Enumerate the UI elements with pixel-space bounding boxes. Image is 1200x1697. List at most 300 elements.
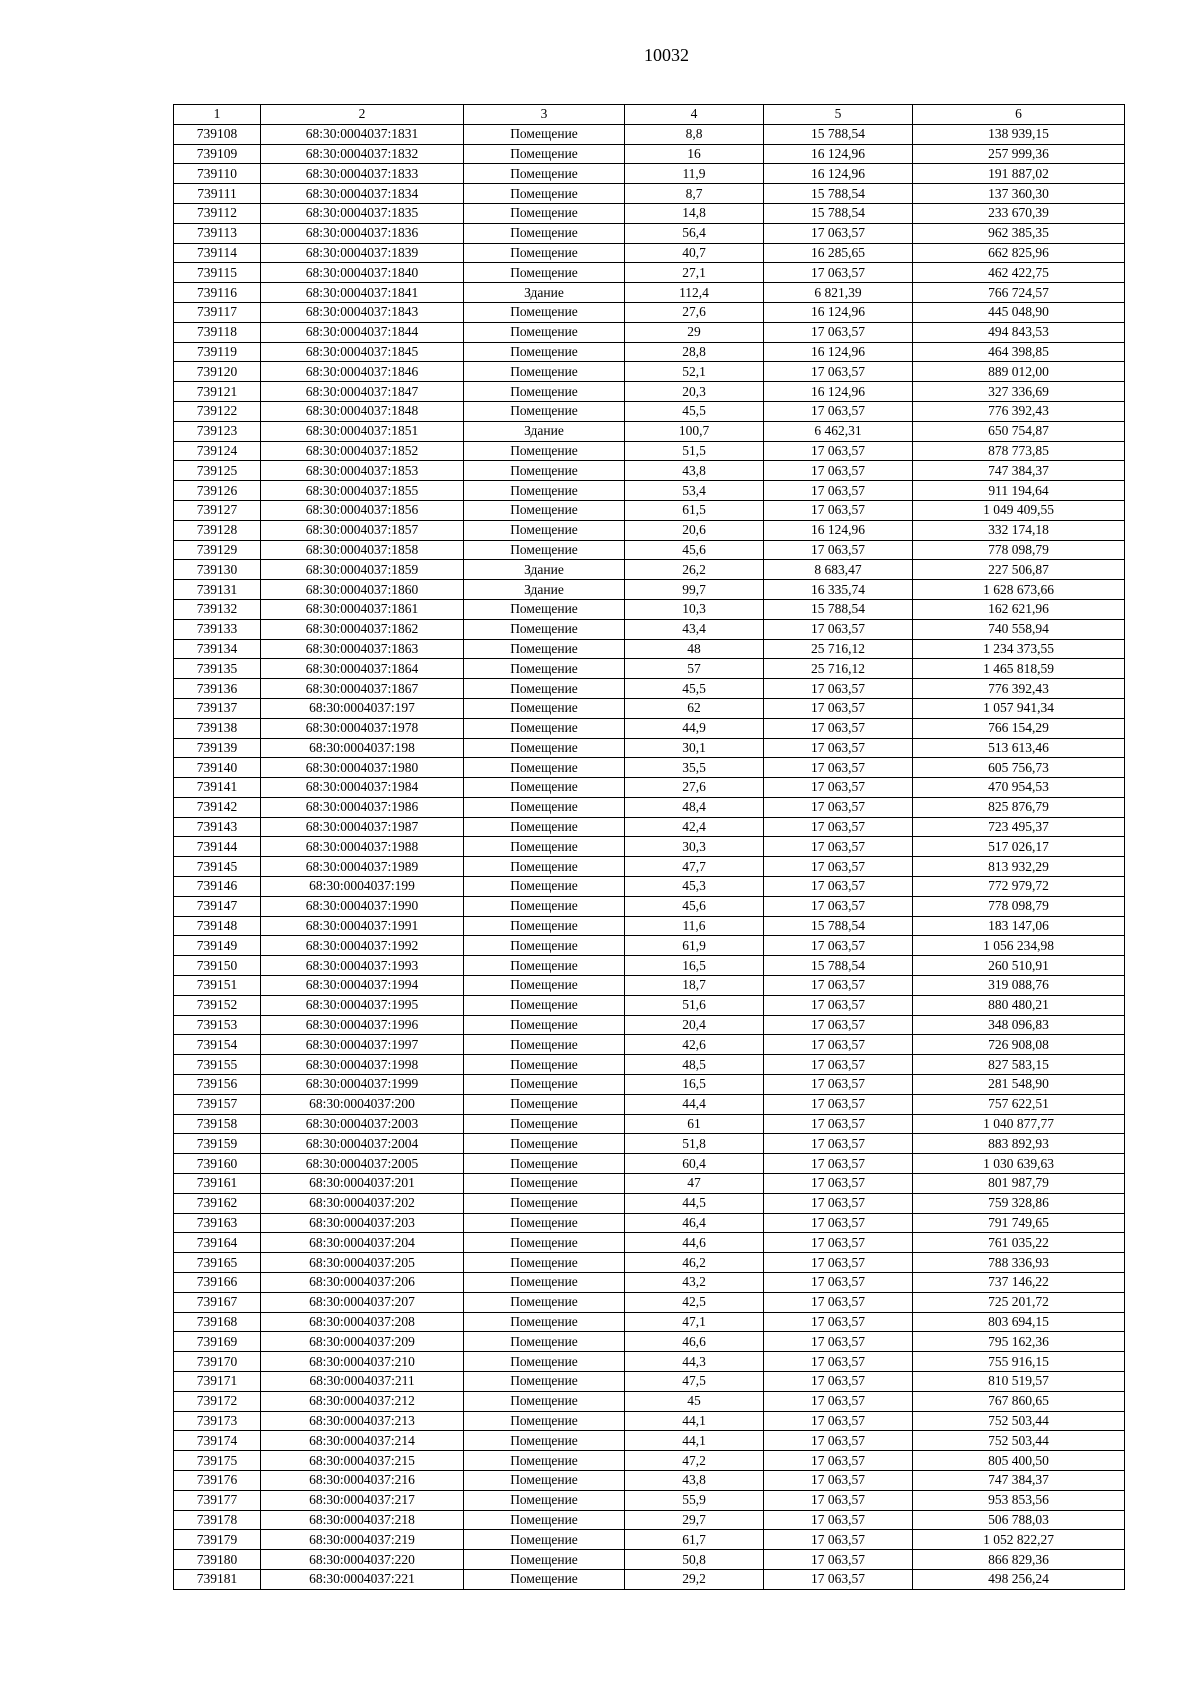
cadastral-number-cell: 68:30:0004037:1994 xyxy=(261,976,464,996)
object-type-cell: Помещение xyxy=(464,1094,625,1114)
object-type-cell: Помещение xyxy=(464,1530,625,1550)
table-row xyxy=(174,1292,1125,1312)
area-cell: 11,9 xyxy=(625,164,764,184)
unit-value-cell: 17 063,57 xyxy=(764,1174,913,1194)
row-number-cell: 739112 xyxy=(174,203,261,223)
table-row xyxy=(174,441,1125,461)
object-type-cell: Помещение xyxy=(464,916,625,936)
area-cell: 43,8 xyxy=(625,1470,764,1490)
cadastral-number-cell: 68:30:0004037:1845 xyxy=(261,342,464,362)
unit-value-cell: 17 063,57 xyxy=(764,481,913,501)
row-number-cell: 739126 xyxy=(174,481,261,501)
row-number-cell: 739156 xyxy=(174,1075,261,1095)
area-cell: 45,6 xyxy=(625,540,764,560)
object-type-cell: Помещение xyxy=(464,362,625,382)
area-cell: 55,9 xyxy=(625,1490,764,1510)
object-type-cell: Помещение xyxy=(464,659,625,679)
total-value-cell: 962 385,35 xyxy=(913,223,1125,243)
total-value-cell: 1 234 373,55 xyxy=(913,639,1125,659)
total-value-cell: 755 916,15 xyxy=(913,1352,1125,1372)
row-number-cell: 739167 xyxy=(174,1292,261,1312)
total-value-cell: 953 853,56 xyxy=(913,1490,1125,1510)
area-cell: 57 xyxy=(625,659,764,679)
table-row xyxy=(174,976,1125,996)
table-row xyxy=(174,758,1125,778)
cadastral-number-cell: 68:30:0004037:208 xyxy=(261,1312,464,1332)
total-value-cell: 752 503,44 xyxy=(913,1411,1125,1431)
area-cell: 16,5 xyxy=(625,1075,764,1095)
area-cell: 51,8 xyxy=(625,1134,764,1154)
unit-value-cell: 17 063,57 xyxy=(764,1292,913,1312)
total-value-cell: 332 174,18 xyxy=(913,520,1125,540)
unit-value-cell: 17 063,57 xyxy=(764,857,913,877)
unit-value-cell: 17 063,57 xyxy=(764,698,913,718)
object-type-cell: Помещение xyxy=(464,223,625,243)
table-row xyxy=(174,243,1125,263)
object-type-cell: Помещение xyxy=(464,1193,625,1213)
row-number-cell: 739166 xyxy=(174,1273,261,1293)
unit-value-cell: 17 063,57 xyxy=(764,441,913,461)
table-row xyxy=(174,679,1125,699)
unit-value-cell: 16 124,96 xyxy=(764,164,913,184)
area-cell: 42,6 xyxy=(625,1035,764,1055)
table-row xyxy=(174,778,1125,798)
area-cell: 61,9 xyxy=(625,936,764,956)
table-row xyxy=(174,461,1125,481)
table-row xyxy=(174,421,1125,441)
row-number-cell: 739158 xyxy=(174,1114,261,1134)
cadastral-number-cell: 68:30:0004037:1855 xyxy=(261,481,464,501)
unit-value-cell: 25 716,12 xyxy=(764,639,913,659)
area-cell: 48 xyxy=(625,639,764,659)
object-type-cell: Помещение xyxy=(464,619,625,639)
total-value-cell: 1 057 941,34 xyxy=(913,698,1125,718)
cadastral-number-cell: 68:30:0004037:1853 xyxy=(261,461,464,481)
cadastral-number-cell: 68:30:0004037:1989 xyxy=(261,857,464,877)
cadastral-number-cell: 68:30:0004037:1832 xyxy=(261,144,464,164)
area-cell: 44,6 xyxy=(625,1233,764,1253)
area-cell: 48,4 xyxy=(625,797,764,817)
total-value-cell: 517 026,17 xyxy=(913,837,1125,857)
row-number-cell: 739121 xyxy=(174,382,261,402)
total-value-cell: 889 012,00 xyxy=(913,362,1125,382)
cadastral-number-cell: 68:30:0004037:1833 xyxy=(261,164,464,184)
row-number-cell: 739157 xyxy=(174,1094,261,1114)
table-row xyxy=(174,1352,1125,1372)
total-value-cell: 723 495,37 xyxy=(913,817,1125,837)
total-value-cell: 445 048,90 xyxy=(913,302,1125,322)
cadastral-number-cell: 68:30:0004037:200 xyxy=(261,1094,464,1114)
table-row xyxy=(174,738,1125,758)
area-cell: 45,6 xyxy=(625,896,764,916)
unit-value-cell: 25 716,12 xyxy=(764,659,913,679)
table-row xyxy=(174,857,1125,877)
object-type-cell: Помещение xyxy=(464,1391,625,1411)
area-cell: 8,7 xyxy=(625,184,764,204)
unit-value-cell: 17 063,57 xyxy=(764,1094,913,1114)
area-cell: 27,6 xyxy=(625,302,764,322)
table-row xyxy=(174,322,1125,342)
total-value-cell: 662 825,96 xyxy=(913,243,1125,263)
object-type-cell: Помещение xyxy=(464,1075,625,1095)
unit-value-cell: 17 063,57 xyxy=(764,362,913,382)
total-value-cell: 805 400,50 xyxy=(913,1451,1125,1471)
total-value-cell: 776 392,43 xyxy=(913,679,1125,699)
table-row xyxy=(174,184,1125,204)
total-value-cell: 776 392,43 xyxy=(913,401,1125,421)
object-type-cell: Помещение xyxy=(464,1154,625,1174)
cadastral-number-cell: 68:30:0004037:1864 xyxy=(261,659,464,679)
unit-value-cell: 6 821,39 xyxy=(764,283,913,303)
area-cell: 46,2 xyxy=(625,1253,764,1273)
object-type-cell: Здание xyxy=(464,560,625,580)
object-type-cell: Помещение xyxy=(464,1253,625,1273)
object-type-cell: Помещение xyxy=(464,778,625,798)
unit-value-cell: 17 063,57 xyxy=(764,1332,913,1352)
area-cell: 47,2 xyxy=(625,1451,764,1471)
cadastral-number-cell: 68:30:0004037:217 xyxy=(261,1490,464,1510)
total-value-cell: 911 194,64 xyxy=(913,481,1125,501)
area-cell: 45 xyxy=(625,1391,764,1411)
row-number-cell: 739147 xyxy=(174,896,261,916)
table-row xyxy=(174,1332,1125,1352)
area-cell: 43,2 xyxy=(625,1273,764,1293)
table-row xyxy=(174,1530,1125,1550)
table-row xyxy=(174,1094,1125,1114)
cadastral-number-cell: 68:30:0004037:214 xyxy=(261,1431,464,1451)
cadastral-number-cell: 68:30:0004037:199 xyxy=(261,877,464,897)
cadastral-number-cell: 68:30:0004037:209 xyxy=(261,1332,464,1352)
total-value-cell: 183 147,06 xyxy=(913,916,1125,936)
area-cell: 27,6 xyxy=(625,778,764,798)
table-row xyxy=(174,1550,1125,1570)
area-cell: 42,4 xyxy=(625,817,764,837)
unit-value-cell: 17 063,57 xyxy=(764,1411,913,1431)
total-value-cell: 348 096,83 xyxy=(913,1015,1125,1035)
object-type-cell: Помещение xyxy=(464,322,625,342)
total-value-cell: 327 336,69 xyxy=(913,382,1125,402)
cadastral-number-cell: 68:30:0004037:1862 xyxy=(261,619,464,639)
row-number-cell: 739123 xyxy=(174,421,261,441)
table-row xyxy=(174,164,1125,184)
unit-value-cell: 17 063,57 xyxy=(764,1569,913,1589)
total-value-cell: 795 162,36 xyxy=(913,1332,1125,1352)
total-value-cell: 737 146,22 xyxy=(913,1273,1125,1293)
area-cell: 18,7 xyxy=(625,976,764,996)
column-header: 6 xyxy=(913,105,1125,125)
row-number-cell: 739146 xyxy=(174,877,261,897)
area-cell: 14,8 xyxy=(625,203,764,223)
table-row xyxy=(174,1134,1125,1154)
table-row xyxy=(174,1411,1125,1431)
cadastral-number-cell: 68:30:0004037:1847 xyxy=(261,382,464,402)
object-type-cell: Помещение xyxy=(464,263,625,283)
row-number-cell: 739124 xyxy=(174,441,261,461)
row-number-cell: 739155 xyxy=(174,1055,261,1075)
total-value-cell: 880 480,21 xyxy=(913,995,1125,1015)
object-type-cell: Помещение xyxy=(464,797,625,817)
cadastral-number-cell: 68:30:0004037:1860 xyxy=(261,580,464,600)
row-number-cell: 739161 xyxy=(174,1174,261,1194)
cadastral-number-cell: 68:30:0004037:204 xyxy=(261,1233,464,1253)
cadastral-number-cell: 68:30:0004037:1846 xyxy=(261,362,464,382)
total-value-cell: 260 510,91 xyxy=(913,956,1125,976)
row-number-cell: 739172 xyxy=(174,1391,261,1411)
area-cell: 99,7 xyxy=(625,580,764,600)
unit-value-cell: 15 788,54 xyxy=(764,203,913,223)
total-value-cell: 464 398,85 xyxy=(913,342,1125,362)
row-number-cell: 739127 xyxy=(174,500,261,520)
area-cell: 45,5 xyxy=(625,679,764,699)
area-cell: 112,4 xyxy=(625,283,764,303)
cadastral-number-cell: 68:30:0004037:1986 xyxy=(261,797,464,817)
total-value-cell: 883 892,93 xyxy=(913,1134,1125,1154)
cadastral-number-cell: 68:30:0004037:202 xyxy=(261,1193,464,1213)
cadastral-number-cell: 68:30:0004037:1857 xyxy=(261,520,464,540)
row-number-cell: 739178 xyxy=(174,1510,261,1530)
total-value-cell: 778 098,79 xyxy=(913,540,1125,560)
unit-value-cell: 17 063,57 xyxy=(764,1233,913,1253)
row-number-cell: 739140 xyxy=(174,758,261,778)
total-value-cell: 747 384,37 xyxy=(913,1470,1125,1490)
unit-value-cell: 16 335,74 xyxy=(764,580,913,600)
object-type-cell: Помещение xyxy=(464,1372,625,1392)
row-number-cell: 739179 xyxy=(174,1530,261,1550)
area-cell: 100,7 xyxy=(625,421,764,441)
row-number-cell: 739132 xyxy=(174,599,261,619)
unit-value-cell: 17 063,57 xyxy=(764,1391,913,1411)
table-row xyxy=(174,401,1125,421)
unit-value-cell: 8 683,47 xyxy=(764,560,913,580)
object-type-cell: Помещение xyxy=(464,520,625,540)
area-cell: 11,6 xyxy=(625,916,764,936)
row-number-cell: 739108 xyxy=(174,124,261,144)
object-type-cell: Помещение xyxy=(464,461,625,481)
total-value-cell: 494 843,53 xyxy=(913,322,1125,342)
area-cell: 56,4 xyxy=(625,223,764,243)
unit-value-cell: 17 063,57 xyxy=(764,1015,913,1035)
unit-value-cell: 6 462,31 xyxy=(764,421,913,441)
total-value-cell: 810 519,57 xyxy=(913,1372,1125,1392)
total-value-cell: 766 724,57 xyxy=(913,283,1125,303)
area-cell: 47 xyxy=(625,1174,764,1194)
object-type-cell: Помещение xyxy=(464,1332,625,1352)
total-value-cell: 825 876,79 xyxy=(913,797,1125,817)
unit-value-cell: 17 063,57 xyxy=(764,718,913,738)
row-number-cell: 739159 xyxy=(174,1134,261,1154)
row-number-cell: 739131 xyxy=(174,580,261,600)
row-number-cell: 739113 xyxy=(174,223,261,243)
cadastral-number-cell: 68:30:0004037:198 xyxy=(261,738,464,758)
row-number-cell: 739169 xyxy=(174,1332,261,1352)
table-row xyxy=(174,540,1125,560)
row-number-cell: 739144 xyxy=(174,837,261,857)
cadastral-number-cell: 68:30:0004037:1984 xyxy=(261,778,464,798)
area-cell: 62 xyxy=(625,698,764,718)
unit-value-cell: 17 063,57 xyxy=(764,1114,913,1134)
area-cell: 44,9 xyxy=(625,718,764,738)
row-number-cell: 739130 xyxy=(174,560,261,580)
total-value-cell: 752 503,44 xyxy=(913,1431,1125,1451)
area-cell: 29,7 xyxy=(625,1510,764,1530)
table-row xyxy=(174,1431,1125,1451)
object-type-cell: Помещение xyxy=(464,1312,625,1332)
table-row xyxy=(174,698,1125,718)
object-type-cell: Помещение xyxy=(464,995,625,1015)
unit-value-cell: 17 063,57 xyxy=(764,936,913,956)
table-header xyxy=(174,105,1125,125)
unit-value-cell: 15 788,54 xyxy=(764,916,913,936)
cadastral-number-cell: 68:30:0004037:1993 xyxy=(261,956,464,976)
unit-value-cell: 17 063,57 xyxy=(764,778,913,798)
area-cell: 46,4 xyxy=(625,1213,764,1233)
column-header: 3 xyxy=(464,105,625,125)
total-value-cell: 788 336,93 xyxy=(913,1253,1125,1273)
total-value-cell: 778 098,79 xyxy=(913,896,1125,916)
object-type-cell: Помещение xyxy=(464,382,625,402)
area-cell: 43,4 xyxy=(625,619,764,639)
total-value-cell: 866 829,36 xyxy=(913,1550,1125,1570)
total-value-cell: 162 621,96 xyxy=(913,599,1125,619)
table-row xyxy=(174,382,1125,402)
area-cell: 44,5 xyxy=(625,1193,764,1213)
table-row xyxy=(174,283,1125,303)
row-number-cell: 739168 xyxy=(174,1312,261,1332)
unit-value-cell: 17 063,57 xyxy=(764,1273,913,1293)
table-row xyxy=(174,500,1125,520)
unit-value-cell: 17 063,57 xyxy=(764,877,913,897)
unit-value-cell: 17 063,57 xyxy=(764,896,913,916)
row-number-cell: 739176 xyxy=(174,1470,261,1490)
total-value-cell: 191 887,02 xyxy=(913,164,1125,184)
object-type-cell: Помещение xyxy=(464,1411,625,1431)
object-type-cell: Помещение xyxy=(464,1431,625,1451)
object-type-cell: Помещение xyxy=(464,976,625,996)
column-header: 1 xyxy=(174,105,261,125)
unit-value-cell: 17 063,57 xyxy=(764,817,913,837)
unit-value-cell: 17 063,57 xyxy=(764,1154,913,1174)
cadastral-number-cell: 68:30:0004037:206 xyxy=(261,1273,464,1293)
row-number-cell: 739116 xyxy=(174,283,261,303)
total-value-cell: 605 756,73 xyxy=(913,758,1125,778)
row-number-cell: 739115 xyxy=(174,263,261,283)
unit-value-cell: 17 063,57 xyxy=(764,738,913,758)
area-cell: 44,4 xyxy=(625,1094,764,1114)
unit-value-cell: 17 063,57 xyxy=(764,1490,913,1510)
cadastral-number-cell: 68:30:0004037:210 xyxy=(261,1352,464,1372)
object-type-cell: Помещение xyxy=(464,718,625,738)
area-cell: 61,7 xyxy=(625,1530,764,1550)
row-number-cell: 739150 xyxy=(174,956,261,976)
object-type-cell: Помещение xyxy=(464,500,625,520)
column-header: 5 xyxy=(764,105,913,125)
row-number-cell: 739162 xyxy=(174,1193,261,1213)
area-cell: 26,2 xyxy=(625,560,764,580)
object-type-cell: Помещение xyxy=(464,1134,625,1154)
total-value-cell: 233 670,39 xyxy=(913,203,1125,223)
unit-value-cell: 16 124,96 xyxy=(764,342,913,362)
object-type-cell: Помещение xyxy=(464,1015,625,1035)
table-row xyxy=(174,124,1125,144)
total-value-cell: 281 548,90 xyxy=(913,1075,1125,1095)
total-value-cell: 761 035,22 xyxy=(913,1233,1125,1253)
cadastral-number-cell: 68:30:0004037:212 xyxy=(261,1391,464,1411)
row-number-cell: 739142 xyxy=(174,797,261,817)
table-row xyxy=(174,1193,1125,1213)
table-row xyxy=(174,936,1125,956)
area-cell: 44,1 xyxy=(625,1411,764,1431)
header-row xyxy=(174,105,1125,125)
row-number-cell: 739129 xyxy=(174,540,261,560)
cadastral-number-cell: 68:30:0004037:1988 xyxy=(261,837,464,857)
cadastral-number-cell: 68:30:0004037:1991 xyxy=(261,916,464,936)
table-row xyxy=(174,1154,1125,1174)
object-type-cell: Помещение xyxy=(464,441,625,461)
object-type-cell: Помещение xyxy=(464,302,625,322)
cadastral-number-cell: 68:30:0004037:203 xyxy=(261,1213,464,1233)
object-type-cell: Помещение xyxy=(464,1451,625,1471)
unit-value-cell: 17 063,57 xyxy=(764,1510,913,1530)
cadastral-number-cell: 68:30:0004037:197 xyxy=(261,698,464,718)
cadastral-number-cell: 68:30:0004037:207 xyxy=(261,1292,464,1312)
area-cell: 53,4 xyxy=(625,481,764,501)
area-cell: 51,6 xyxy=(625,995,764,1015)
total-value-cell: 1 052 822,27 xyxy=(913,1530,1125,1550)
table-row xyxy=(174,263,1125,283)
table-row xyxy=(174,956,1125,976)
row-number-cell: 739128 xyxy=(174,520,261,540)
row-number-cell: 739164 xyxy=(174,1233,261,1253)
cadastral-number-cell: 68:30:0004037:1861 xyxy=(261,599,464,619)
cadastral-number-cell: 68:30:0004037:1835 xyxy=(261,203,464,223)
unit-value-cell: 17 063,57 xyxy=(764,1055,913,1075)
row-number-cell: 739138 xyxy=(174,718,261,738)
row-number-cell: 739165 xyxy=(174,1253,261,1273)
object-type-cell: Помещение xyxy=(464,1490,625,1510)
table-row xyxy=(174,797,1125,817)
unit-value-cell: 17 063,57 xyxy=(764,1530,913,1550)
table-row xyxy=(174,223,1125,243)
total-value-cell: 257 999,36 xyxy=(913,144,1125,164)
row-number-cell: 739117 xyxy=(174,302,261,322)
row-number-cell: 739125 xyxy=(174,461,261,481)
cadastral-number-cell: 68:30:0004037:1831 xyxy=(261,124,464,144)
row-number-cell: 739141 xyxy=(174,778,261,798)
row-number-cell: 739110 xyxy=(174,164,261,184)
row-number-cell: 739133 xyxy=(174,619,261,639)
unit-value-cell: 17 063,57 xyxy=(764,263,913,283)
unit-value-cell: 17 063,57 xyxy=(764,679,913,699)
area-cell: 29,2 xyxy=(625,1569,764,1589)
area-cell: 40,7 xyxy=(625,243,764,263)
object-type-cell: Помещение xyxy=(464,203,625,223)
row-number-cell: 739177 xyxy=(174,1490,261,1510)
unit-value-cell: 17 063,57 xyxy=(764,461,913,481)
total-value-cell: 319 088,76 xyxy=(913,976,1125,996)
table-row xyxy=(174,1114,1125,1134)
cadastral-number-cell: 68:30:0004037:2004 xyxy=(261,1134,464,1154)
unit-value-cell: 17 063,57 xyxy=(764,1431,913,1451)
cadastral-number-cell: 68:30:0004037:219 xyxy=(261,1530,464,1550)
table-row xyxy=(174,203,1125,223)
object-type-cell: Помещение xyxy=(464,1213,625,1233)
area-cell: 27,1 xyxy=(625,263,764,283)
cadastral-number-cell: 68:30:0004037:1856 xyxy=(261,500,464,520)
table-row xyxy=(174,896,1125,916)
unit-value-cell: 17 063,57 xyxy=(764,1550,913,1570)
total-value-cell: 138 939,15 xyxy=(913,124,1125,144)
page-number: 10032 xyxy=(644,45,689,65)
